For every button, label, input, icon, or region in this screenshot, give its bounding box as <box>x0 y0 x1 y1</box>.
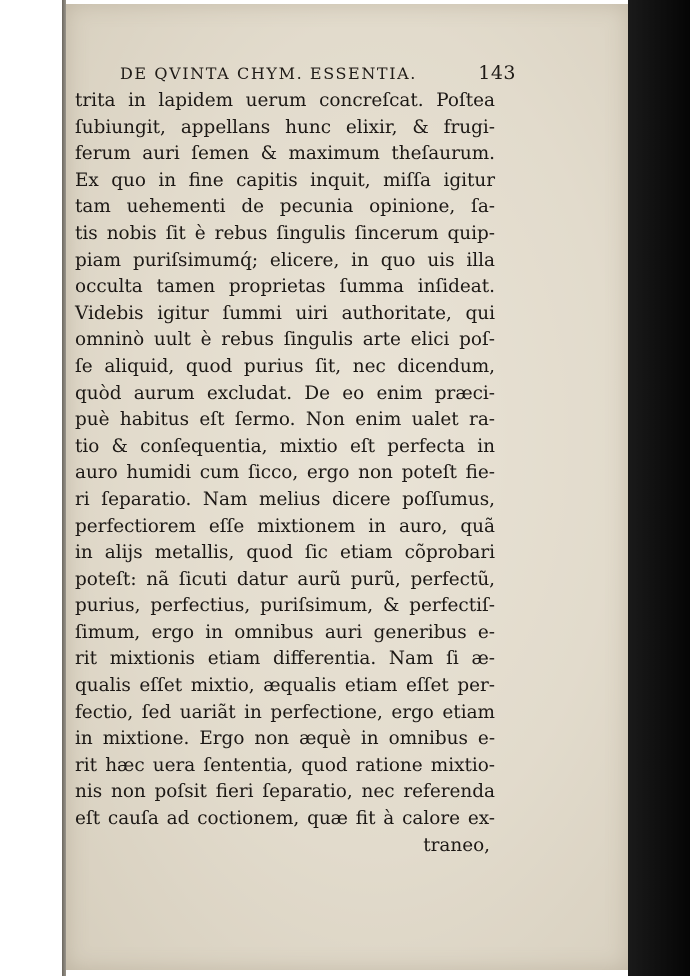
text-line: qualis eſſet mixtio, æqualis etiam eſſet per- <box>75 675 496 697</box>
text-line: piam puriſsimumq́; elicere, in quo uis illa <box>75 249 496 271</box>
text-line: tio & conſequentia, mixtio eſt perfecta in <box>75 435 495 457</box>
text-line: trita in lapidem uerum concreſcat. Poſtea <box>75 90 496 111</box>
text-line: fectio, ſed uariãt in perfectione, ergo etiam <box>75 701 495 723</box>
text-line: nis non poſsit fieri ſeparatio, nec referenda <box>75 781 495 803</box>
page-number: 143 <box>478 62 516 84</box>
text-line: occulta tamen proprietas ſumma inſideat. <box>75 276 495 298</box>
catchword: traneo, <box>423 834 490 856</box>
text-line: Videbis igitur ſummi uiri authoritate, qui <box>75 302 496 324</box>
text-line: quòd aurum excludat. De eo enim præci- <box>75 382 496 404</box>
text-line: omninò uult è rebus ſingulis arte elici poſ- <box>75 329 496 351</box>
text-line: perfectiorem eſſe mixtionem in auro, quã <box>75 515 495 537</box>
running-head: DE QVINTA CHYM. ESSENTIA. <box>120 64 417 83</box>
text-line: rit hæc uera ſententia, quod ratione mixtio- <box>75 754 496 776</box>
text-line: ferum auri ſemen & maximum theſaurum. <box>75 143 495 165</box>
body-text <box>75 88 495 859</box>
text-line: in alijs metallis, quod ſic etiam cõprobari <box>75 542 496 564</box>
text-line: eſt cauſa ad coctionem, quæ fit à calore ex- <box>75 808 495 830</box>
text-line: Ex quo in fine capitis inquit, miſſa igitur <box>75 169 496 191</box>
text-line: ſubiungit, appellans hunc elixir, & frugi- <box>75 116 495 138</box>
text-line: tis nobis ſit è rebus ſingulis ſincerum quip- <box>75 222 496 244</box>
text-line: rit mixtionis etiam differentia. Nam ſi æ- <box>75 648 496 670</box>
text-line: puè habitus eſt ſermo. Non enim ualet ra- <box>75 409 495 431</box>
text-line: auro humidi cum ſicco, ergo non poteſt fie- <box>75 462 495 484</box>
text-line: purius, perfectius, puriſsimum, & perfectiſ- <box>75 595 496 617</box>
text-line: tam uehementi de pecunia opinione, ſa- <box>75 196 495 218</box>
text-line: ſe aliquid, quod purius ſit, nec dicendum, <box>75 355 495 377</box>
scan-shadow <box>628 0 690 976</box>
page-header <box>120 64 516 90</box>
text-line: ri ſeparatio. Nam melius dicere poſſumus, <box>75 488 495 510</box>
text-line: in mixtione. Ergo non æquè in omnibus e- <box>75 728 496 750</box>
text-line: poteſt: nã ſicuti datur aurũ purũ, perfectũ, <box>75 568 496 590</box>
text-line: ſimum, ergo in omnibus auri generibus e- <box>75 621 496 643</box>
